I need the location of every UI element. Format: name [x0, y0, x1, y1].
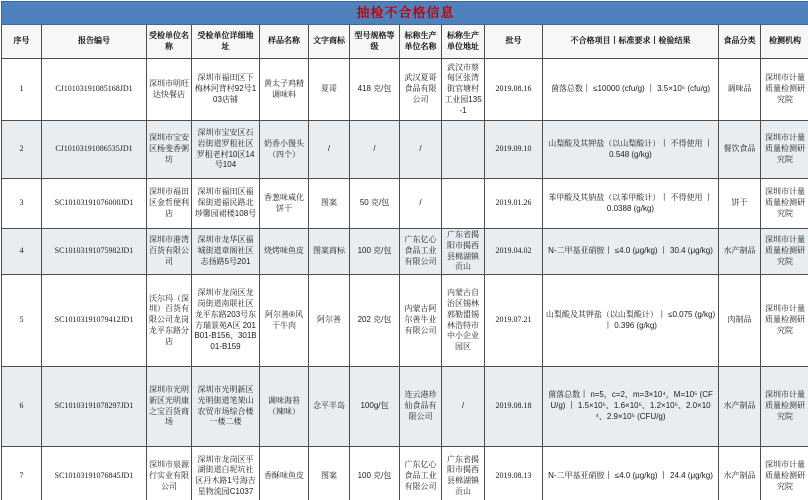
col-header-unit_addr: 受检单位详细地址: [192, 25, 260, 59]
cell-brand: 图案: [309, 447, 350, 500]
cell-batch: 2019.07.21: [485, 275, 543, 367]
col-header-spec: 型号规格等级: [350, 25, 400, 59]
table-row: [2, 367, 808, 447]
cell-sample: 调味海苔（辣味）: [260, 367, 309, 447]
cell-category: 水产制品: [719, 367, 761, 447]
cell-report: SC10103191078297JD1: [42, 367, 147, 447]
cell-spec: 50 克/包: [350, 179, 400, 229]
col-header-batch: 批号: [485, 25, 543, 59]
cell-agency: 深圳市计量质量检测研究院: [761, 367, 808, 447]
cell-producer: /: [400, 121, 442, 179]
cell-no: 5: [2, 275, 42, 367]
cell-unit_addr: 深圳市龙岗区龙岗街道南联社区龙平东路203号东方瑞景苑A区 201B01-B156、301B01-B159: [192, 275, 260, 367]
cell-issue: N-二甲基亚硝胺丨 ≤4.0 (μg/kg) 丨 24.4 (μg/kg): [543, 447, 719, 500]
cell-spec: 100 克/包: [350, 229, 400, 275]
cell-no: 4: [2, 229, 42, 275]
cell-no: 6: [2, 367, 42, 447]
col-header-brand: 文字商标: [309, 25, 350, 59]
cell-issue: 苯甲酸及其钠盐（以苯甲酸计）丨 不得使用 丨 0.0388 (g/kg): [543, 179, 719, 229]
cell-agency: 深圳市计量质量检测研究院: [761, 229, 808, 275]
cell-unit: 深圳市光明新区光明康之宝百货商场: [147, 367, 192, 447]
title-bar-cell: [2, 2, 808, 25]
cell-category: 肉制品: [719, 275, 761, 367]
cell-producer: 广东亿心食品工业有限公司: [400, 447, 442, 500]
cell-unit_addr: 深圳市宝安区石岩街道罗租社区罗租老村10区14号104: [192, 121, 260, 179]
cell-agency: 深圳市计量质量检测研究院: [761, 275, 808, 367]
cell-batch: 2019.01.26: [485, 179, 543, 229]
cell-unit: 深圳市泉源行实业有限公司: [147, 447, 192, 500]
cell-report: SC10103191075982JD1: [42, 229, 147, 275]
cell-batch: 2019.08.16: [485, 59, 543, 121]
cell-report: CJ10103191085168JD1: [42, 59, 147, 121]
cell-batch: 2019.04.02: [485, 229, 543, 275]
col-header-sample: 样品名称: [260, 25, 309, 59]
cell-category: 水产制品: [719, 229, 761, 275]
table-row: [2, 229, 808, 275]
cell-spec: /: [350, 121, 400, 179]
cell-spec: 100 克/包: [350, 447, 400, 500]
cell-producer_addr: 广东省揭阳市揭西县棉湖镇贡山: [442, 229, 485, 275]
cell-unit: 深圳市港湾百货有限公司: [147, 229, 192, 275]
cell-report: CJ10103191086535JD1: [42, 121, 147, 179]
cell-unit: 深圳市宝安区杨斐香粥坊: [147, 121, 192, 179]
cell-spec: 100g/包: [350, 367, 400, 447]
cell-sample: 香葱味咸化饼干: [260, 179, 309, 229]
cell-brand: 图案: [309, 179, 350, 229]
cell-producer: 内蒙古阿尔善牛业有限公司: [400, 275, 442, 367]
cell-brand: 念平半岛: [309, 367, 350, 447]
table-row: [2, 59, 808, 121]
cell-category: 水产制品: [719, 447, 761, 500]
col-header-agency: 检测机构: [761, 25, 808, 59]
cell-issue: 菌落总数丨 n=5，c=2，m=3×10⁴，M=10⁵ (CFU/g) 丨 1.5×10⁵、1.6×10⁵、1.2×10⁵、2.0×10⁴、2.9×10⁵ (CFU/g): [543, 367, 719, 447]
cell-brand: /: [309, 121, 350, 179]
col-header-producer_addr: 标称生产单位地址: [442, 25, 485, 59]
cell-agency: 深圳市计量质量检测研究院: [761, 59, 808, 121]
cell-no: 1: [2, 59, 42, 121]
cell-sample: 阿尔善®风干牛肉: [260, 275, 309, 367]
col-header-report: 报告编号: [42, 25, 147, 59]
cell-sample: 奶香小馒头（四个）: [260, 121, 309, 179]
cell-issue: 山梨酸及其钾盐（以山梨酸计）丨 不得使用 丨 0.548 (g/kg): [543, 121, 719, 179]
cell-report: SC10103191076845JD1: [42, 447, 147, 500]
cell-category: 调味品: [719, 59, 761, 121]
cell-spec: 202 克/包: [350, 275, 400, 367]
col-header-issue: 不合格项目丨标准要求丨检验结果: [543, 25, 719, 59]
cell-batch: 2019.08.13: [485, 447, 543, 500]
cell-sample: 黄太子鸡精调味料: [260, 59, 309, 121]
col-header-unit: 受检单位名称: [147, 25, 192, 59]
cell-unit: 沃尔玛（深圳）百货有限公司龙岗龙平东路分店: [147, 275, 192, 367]
inspection-table: [1, 1, 808, 500]
cell-unit_addr: 深圳市福田区下梅林河背村92号103店铺: [192, 59, 260, 121]
cell-category: 饼干: [719, 179, 761, 229]
cell-spec: 418 克/包: [350, 59, 400, 121]
cell-report: SC10103191076000JD1: [42, 179, 147, 229]
table-row: [2, 447, 808, 500]
cell-batch: 2019.09.10: [485, 121, 543, 179]
cell-issue: 菌落总数丨 ≤10000 (cfu/g) 丨 3.5×10⁵ (cfu/g): [543, 59, 719, 121]
table-body: [2, 59, 808, 500]
cell-producer: 武汉夏哥食品有限公司: [400, 59, 442, 121]
cell-producer: 广东亿心食品工业有限公司: [400, 229, 442, 275]
cell-unit_addr: 深圳市光明新区光明街道笔架山农贸市场综合楼一楼二楼: [192, 367, 260, 447]
cell-no: 7: [2, 447, 42, 500]
cell-no: 2: [2, 121, 42, 179]
cell-batch: 2019.08.18: [485, 367, 543, 447]
cell-producer: 连云港珍仙食品有限公司: [400, 367, 442, 447]
cell-no: 3: [2, 179, 42, 229]
cell-agency: 深圳市计量质量检测研究院: [761, 179, 808, 229]
page-title: 抽检不合格信息: [356, 5, 455, 21]
table-row: [2, 275, 808, 367]
cell-issue: N-二甲基亚硝胺丨 ≤4.0 (μg/kg) 丨 30.4 (μg/kg): [543, 229, 719, 275]
table-row: [2, 179, 808, 229]
cell-producer_addr: 广东省揭阳市揭西县棉湖镇贡山: [442, 447, 485, 500]
cell-brand: 夏哥: [309, 59, 350, 121]
cell-unit_addr: 深圳市龙华区福城街道章阁社区志扬路5号201: [192, 229, 260, 275]
cell-category: 餐饮食品: [719, 121, 761, 179]
col-header-producer: 标称生产单位名称: [400, 25, 442, 59]
title-bar: [2, 2, 808, 25]
cell-agency: 深圳市计量质量检测研究院: [761, 121, 808, 179]
table-row: [2, 121, 808, 179]
cell-brand: 阿尔善: [309, 275, 350, 367]
cell-producer_addr: [442, 121, 485, 179]
cell-brand: 图案商标: [309, 229, 350, 275]
cell-producer_addr: [442, 179, 485, 229]
cell-sample: 烧烤味鱼皮: [260, 229, 309, 275]
cell-report: SC10103191079412JD1: [42, 275, 147, 367]
cell-producer_addr: 武汉市蔡甸区张湾街官塘村工业园135-1: [442, 59, 485, 121]
cell-unit_addr: 深圳市龙岗区平湖街道白坭坑社区丹木路1号海吉星物流园C1037: [192, 447, 260, 500]
table-header-row: [2, 25, 808, 59]
cell-producer_addr: /: [442, 367, 485, 447]
cell-unit: 深圳市明旺达快餐店: [147, 59, 192, 121]
cell-producer: /: [400, 179, 442, 229]
col-header-no: 序号: [2, 25, 42, 59]
cell-producer_addr: 内蒙古自治区锡林郭勒盟锡林浩特市中小企业园区: [442, 275, 485, 367]
cell-agency: 深圳市计量质量检测研究院: [761, 447, 808, 500]
cell-issue: 山梨酸及其钾盐（以山梨酸计）丨 ≤0.075 (g/kg) 丨 0.396 (g/kg): [543, 275, 719, 367]
cell-unit_addr: 深圳市福田区福保街道福民路北埗馨园裙楼108号: [192, 179, 260, 229]
col-header-category: 食品分类: [719, 25, 761, 59]
cell-sample: 香酥味鱼皮: [260, 447, 309, 500]
cell-unit: 深圳市福田区金哲便利店: [147, 179, 192, 229]
